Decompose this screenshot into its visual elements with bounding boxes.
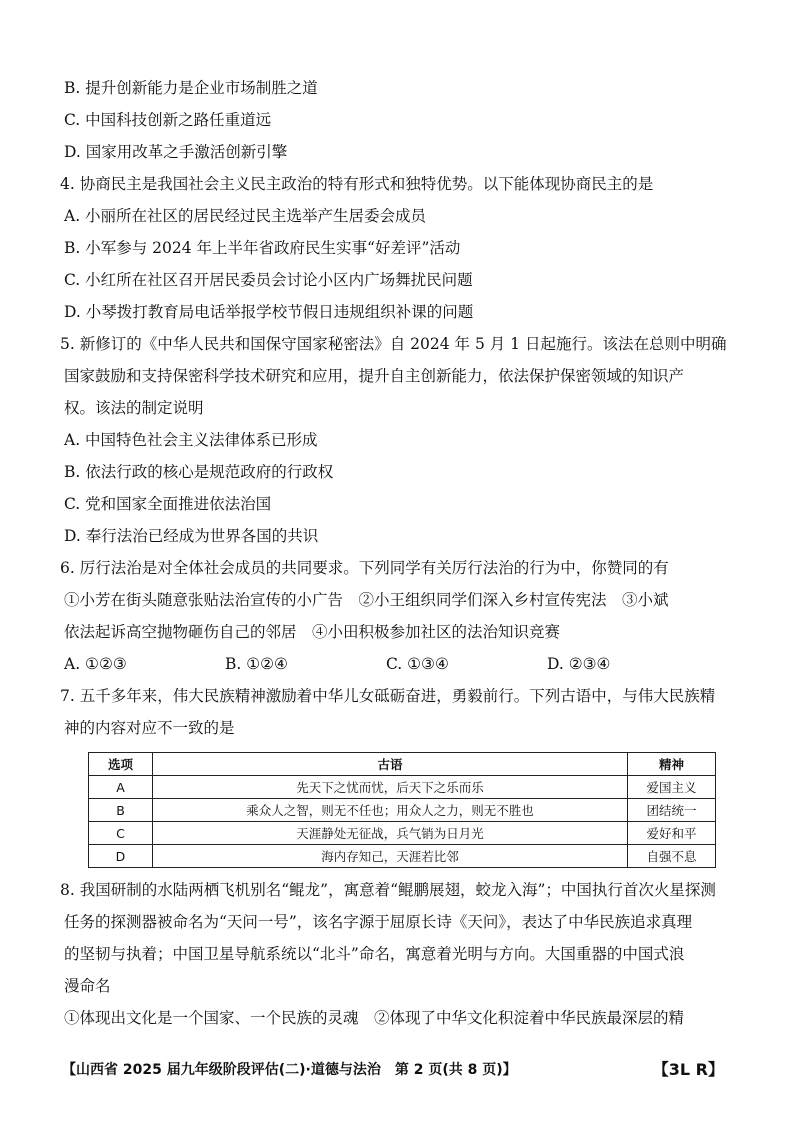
table-row bbox=[89, 822, 716, 845]
option-b: B. 小军参与 2024 年上半年省政府民生实事“好差评”活动 bbox=[64, 239, 461, 257]
table-row bbox=[89, 845, 716, 868]
question-stem: 神的内容对应不一致的是 bbox=[64, 719, 235, 737]
question-stem: 6. 厉行法治是对全体社会成员的共同要求。下列同学有关厉行法治的行为中，你赞同的有 bbox=[60, 559, 669, 577]
choice-a: A. ①②③ bbox=[64, 655, 127, 673]
cell-option: C bbox=[89, 822, 153, 845]
cell-option: B bbox=[89, 799, 153, 822]
cell-proverb: 乘众人之智，则无不任也；用众人之力，则无不胜也 bbox=[153, 799, 628, 822]
option-c: C. 党和国家全面推进依法治国 bbox=[64, 495, 272, 513]
cell-proverb: 先天下之忧而忧，后天下之乐而乐 bbox=[153, 776, 628, 799]
page-footer bbox=[62, 1057, 724, 1080]
question-items: ①体现出文化是一个国家、一个民族的灵魂 ②体现了中华文化积淀着中华民族最深层的精 bbox=[64, 1009, 685, 1027]
question-stem: 任务的探测器被命名为“天问一号”，该名字源于屈原长诗《天问》，表达了中华民族追求真理 bbox=[64, 913, 693, 931]
footer-paper-code: 【3L R】 bbox=[652, 1060, 724, 1079]
option-d: D. 小琴拨打教育局电话举报学校节假日违规组织补课的问题 bbox=[64, 303, 474, 321]
table-row bbox=[89, 799, 716, 822]
cell-proverb: 海内存知己，天涯若比邻 bbox=[153, 845, 628, 868]
question-stem: 漫命名 bbox=[64, 977, 111, 995]
cell-spirit: 爱国主义 bbox=[628, 776, 716, 799]
question-5 bbox=[60, 328, 794, 552]
header-proverb: 古语 bbox=[153, 753, 628, 776]
question-stem: 国家鼓励和支持保密科学技术研究和应用，提升自主创新能力，依法保护保密领域的知识产 bbox=[64, 367, 685, 385]
option-b: B. 提升创新能力是企业市场制胜之道 bbox=[64, 79, 318, 97]
footer-exam-info: 【山西省 2025 届九年级阶段评估(二)·道德与法治 第 2 页(共 8 页)】 bbox=[62, 1061, 517, 1078]
cell-proverb: 天涯静处无征战，兵气销为日月光 bbox=[153, 822, 628, 845]
cell-spirit: 自强不息 bbox=[628, 845, 716, 868]
option-d: D. 奉行法治已经成为世界各国的共识 bbox=[64, 527, 319, 545]
header-option: 选项 bbox=[89, 753, 153, 776]
option-a: A. 中国特色社会主义法律体系已形成 bbox=[64, 431, 318, 449]
option-c: C. 小红所在社区召开居民委员会讨论小区内广场舞扰民问题 bbox=[64, 271, 473, 289]
question-4 bbox=[60, 168, 794, 328]
choice-b: B. ①②④ bbox=[225, 655, 288, 673]
table-row bbox=[89, 776, 716, 799]
cell-spirit: 爱好和平 bbox=[628, 822, 716, 845]
table-header-row bbox=[89, 753, 716, 776]
cell-option: D bbox=[89, 845, 153, 868]
question-items: 依法起诉高空抛物砸伤自己的邻居 ④小田积极参加社区的法治知识竞赛 bbox=[64, 623, 561, 641]
option-b: B. 依法行政的核心是规范政府的行政权 bbox=[64, 463, 334, 481]
cell-spirit: 团结统一 bbox=[628, 799, 716, 822]
question-stem: 权。该法的制定说明 bbox=[64, 399, 204, 417]
proverb-table bbox=[88, 752, 716, 868]
choice-c: C. ①③④ bbox=[386, 655, 449, 673]
question-3-options bbox=[60, 72, 794, 168]
option-d: D. 国家用改革之手激活创新引擎 bbox=[64, 143, 288, 161]
question-7 bbox=[60, 680, 794, 868]
question-8 bbox=[60, 874, 794, 1034]
header-spirit: 精神 bbox=[628, 753, 716, 776]
question-items: ①小芳在街头随意张贴法治宣传的小广告 ②小王组织同学们深入乡村宣传宪法 ③小斌 bbox=[64, 591, 669, 609]
question-stem: 的坚韧与执着；中国卫星导航系统以“北斗”命名，寓意着光明与方向。大国重器的中国式浪 bbox=[64, 945, 685, 963]
choice-d: D. ②③④ bbox=[547, 655, 611, 673]
option-c: C. 中国科技创新之路任重道远 bbox=[64, 111, 272, 129]
cell-option: A bbox=[89, 776, 153, 799]
question-stem: 4. 协商民主是我国社会主义民主政治的特有形式和独特优势。以下能体现协商民主的是 bbox=[60, 175, 654, 193]
question-stem: 5. 新修订的《中华人民共和国保守国家秘密法》自 2024 年 5 月 1 日起施行。该法在总则中明确 bbox=[60, 335, 727, 353]
answer-choices bbox=[60, 648, 794, 680]
question-stem: 8. 我国研制的水陆两栖飞机别名“鲲龙”，寓意着“鲲鹏展翅，蛟龙入海”；中国执行首次火星探测 bbox=[60, 881, 716, 899]
option-a: A. 小丽所在社区的居民经过民主选举产生居委会成员 bbox=[64, 207, 427, 225]
question-stem: 7. 五千多年来，伟大民族精神激励着中华儿女砥砺奋进，勇毅前行。下列古语中，与伟大民族精 bbox=[60, 687, 716, 705]
question-6 bbox=[60, 552, 794, 680]
